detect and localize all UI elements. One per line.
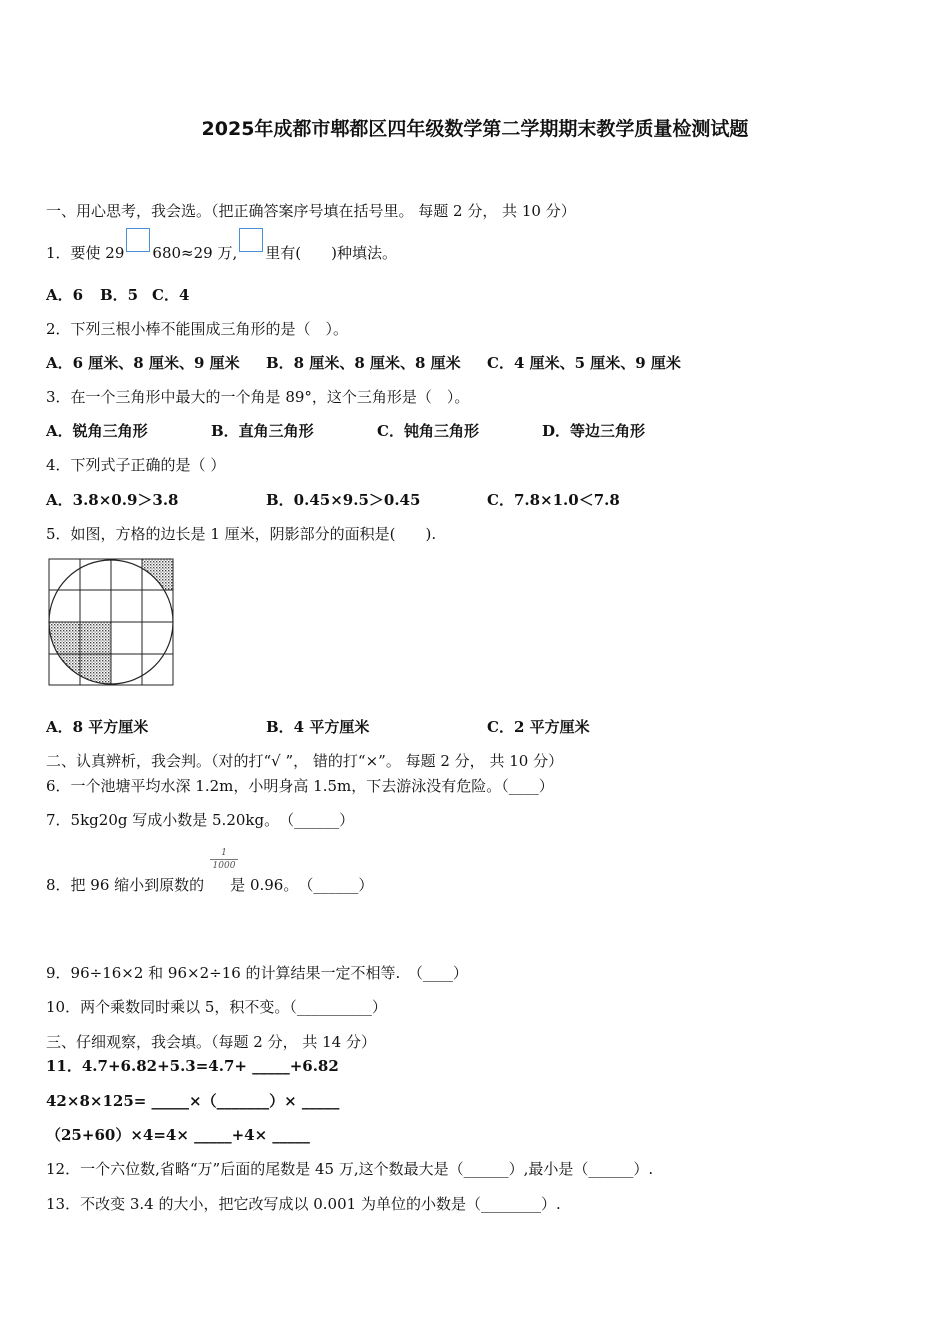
option-d: D．等边三角形 <box>542 422 646 440</box>
q1-part-c: 里有( )种填法。 <box>265 244 397 262</box>
question-6: 6．一个池塘平均水深 1.2m，小明身高 1.5m，下去游泳没有危险。（____） <box>46 777 554 795</box>
fraction-denominator: 1000 <box>212 861 236 871</box>
option-b: B．0.45×9.5＞0.45 <box>266 491 421 509</box>
option-b: B．5 <box>100 286 139 304</box>
question-5: 5．如图，方格的边长是 1 厘米，阴影部分的面积是( ). <box>46 525 437 543</box>
question-11: 11．4.7+6.82+5.3=4.7+ _____+6.82 <box>46 1057 339 1075</box>
fraction-image <box>210 848 238 871</box>
option-c: C．4 厘米、5 厘米、9 厘米 <box>487 354 681 372</box>
q1-part-a: 1．要使 29 <box>46 244 125 262</box>
option-c: C．2 平方厘米 <box>487 718 590 736</box>
option-a: A．6 厘米、8 厘米、9 厘米 <box>46 354 240 372</box>
option-c: C．4 <box>152 286 190 304</box>
option-a: A．3.8×0.9＞3.8 <box>46 491 179 509</box>
question-7: 7．5kg20g 写成小数是 5.20kg。 （______） <box>46 811 355 829</box>
option-b: B．4 平方厘米 <box>266 718 370 736</box>
blank-box <box>239 228 263 252</box>
option-c: C．7.8×1.0＜7.8 <box>487 491 620 509</box>
option-a: A．锐角三角形 <box>46 422 148 440</box>
question-4: 4．下列式子正确的是（ ） <box>46 456 226 474</box>
option-a: A．8 平方厘米 <box>46 718 149 736</box>
question-10: 10．两个乘数同时乘以 5，积不变。（__________） <box>46 998 387 1016</box>
section3-header: 三、仔细观察，我会填。（每题 2 分， 共 14 分） <box>46 1033 376 1051</box>
question-9: 9．96÷16×2 和 96×2÷16 的计算结果一定不相等. （____） <box>46 964 468 982</box>
question-2: 2．下列三根小棒不能围成三角形的是（ ）。 <box>46 320 349 338</box>
option-c: C．钝角三角形 <box>377 422 479 440</box>
question-1 <box>46 238 397 263</box>
q1-part-b: 680≈29 万, <box>152 244 238 262</box>
page-title: 2025年成都市郫都区四年级数学第二学期期末教学质量检测试题 <box>201 118 749 140</box>
question-3: 3．在一个三角形中最大的一个角是 89°，这个三角形是（ ）。 <box>46 388 470 406</box>
section1-header: 一、用心思考，我会选。（把正确答案序号填在括号里。 每题 2 分， 共 10 分） <box>46 202 576 220</box>
question-13: 13．不改变 3.4 的大小，把它改写成以 0.001 为单位的小数是（________）. <box>46 1195 561 1213</box>
section2-header: 二、认真辨析，我会判。（对的打“√ ”， 错的打“×”。 每题 2 分， 共 10 分） <box>46 752 564 770</box>
q8-part-a: 8．把 96 缩小到原数的 <box>46 876 205 894</box>
question-12: 12．一个六位数,省略“万”后面的尾数是 45 万,这个数最大是（______）,最小是（______）. <box>46 1160 654 1178</box>
blank-box <box>126 228 150 252</box>
q8-part-b: 是 0.96。 （______） <box>230 876 374 894</box>
option-b: B．直角三角形 <box>211 422 314 440</box>
question-11-line3: （25+60）×4=4× _____+4× _____ <box>46 1126 310 1144</box>
option-a: A．6 <box>46 286 84 304</box>
question-8 <box>46 875 373 895</box>
fraction-numerator: 1 <box>210 848 238 860</box>
grid-circle-figure <box>48 558 176 688</box>
question-11-line2: 42×8×125= _____×（_______）× _____ <box>46 1092 340 1110</box>
option-b: B．8 厘米、8 厘米、8 厘米 <box>266 354 461 372</box>
